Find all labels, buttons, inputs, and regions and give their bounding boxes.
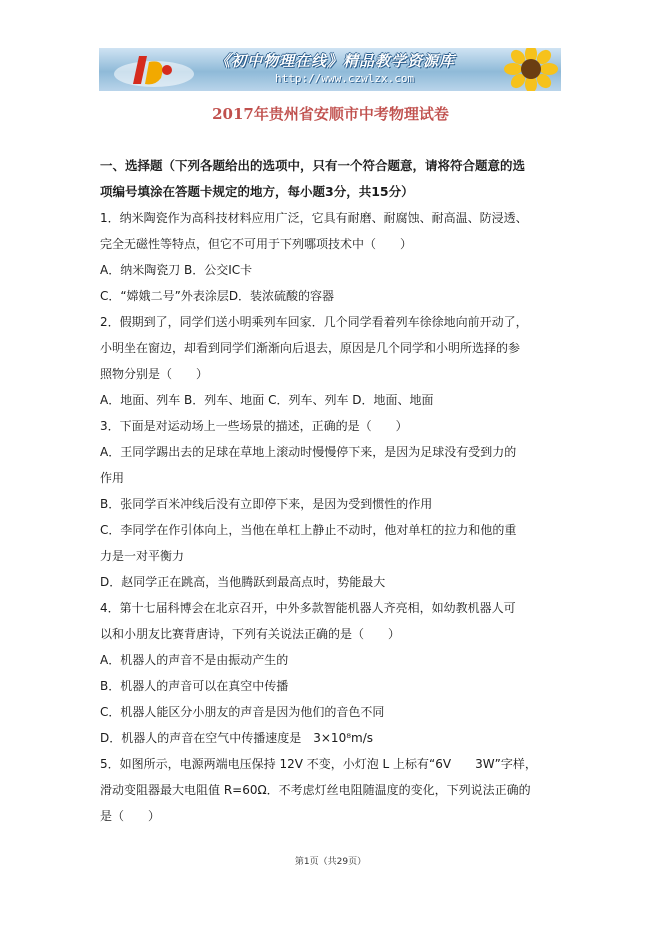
page-number: 第1页（共29页）	[294, 857, 367, 867]
text-line: 以和小朋友比赛背唐诗，下列有关说法正确的是（ ）	[100, 627, 401, 641]
sunflower-icon	[501, 48, 561, 91]
text-line: C．李同学在作引体向上，当他在单杠上静止不动时，他对单杠的拉力和他的重	[100, 523, 517, 537]
header-banner	[99, 48, 561, 91]
text-line: A．纳米陶瓷刀 B．公交IC卡	[100, 263, 253, 277]
section-heading-line: 一、选择题（下列各题给出的选项中，只有一个符合题意，请将符合题意的选	[100, 158, 526, 173]
text-line: A．王同学踢出去的足球在草地上滚动时慢慢停下来，是因为足球没有受到力的	[100, 445, 517, 459]
text-line: A．地面、列车 B．列车、地面 C．列车、列车 D．地面、地面	[100, 393, 434, 407]
text-line: C．“嫦娥二号”外表涂层D．装浓硫酸的容器	[100, 289, 335, 303]
text-line: 5．如图所示，电源两端电压保持 12V 不变，小灯泡 L 上标有“6V 3W”字样，	[100, 757, 537, 771]
text-line: 1．纳米陶瓷作为高科技材料应用广泛，它具有耐磨、耐腐蚀、耐高温、防浸透、	[100, 211, 528, 225]
text-line: 小明坐在窗边，却看到同学们渐渐向后退去，原因是几个同学和小明所选择的参	[100, 341, 521, 355]
text-line: 照物分别是（ ）	[100, 367, 209, 381]
text-line: 作用	[100, 471, 125, 485]
text-line: C．机器人能区分小朋友的声音是因为他们的音色不同	[100, 705, 385, 719]
text-line: 完全无磁性等特点，但它不可用于下列哪项技术中（ ）	[100, 237, 413, 251]
text-line: 4．第十七届科博会在北京召开，中外多款智能机器人齐亮相，如幼教机器人可	[100, 601, 516, 615]
section-heading-line: 项编号填涂在答题卡规定的地方，每小题3分，共15分）	[100, 184, 414, 199]
banner-url: http://www.czwlzx.com	[275, 72, 415, 85]
text-line: 是（ ）	[100, 809, 161, 823]
text-line: A．机器人的声音不是由振动产生的	[100, 653, 289, 667]
text-line: 2．假期到了，同学们送小明乘列车回家．几个同学看着列车徐徐地向前开动了，	[100, 315, 528, 329]
text-line: D．赵同学正在跳高，当他腾跃到最高点时，势能最大	[100, 575, 386, 589]
text-line: 3．下面是对运动场上一些场景的描述，正确的是（ ）	[100, 419, 408, 433]
logo-icon	[109, 48, 199, 91]
page-title: 2017年贵州省安顺市中考物理试卷	[212, 105, 449, 123]
text-line: D．机器人的声音在空气中传播速度是 3×10⁸m/s	[100, 731, 373, 745]
text-line: B．张同学百米冲线后没有立即停下来，是因为受到惯性的作用	[100, 497, 433, 511]
text-line: B．机器人的声音可以在真空中传播	[100, 679, 289, 693]
banner-title: 《初中物理在线》精品教学资源库	[215, 52, 456, 70]
text-line: 滑动变阻器最大电阻值 R=60Ω．不考虑灯丝电阻随温度的变化，下列说法正确的	[100, 783, 531, 797]
text-line: 力是一对平衡力	[100, 549, 185, 563]
